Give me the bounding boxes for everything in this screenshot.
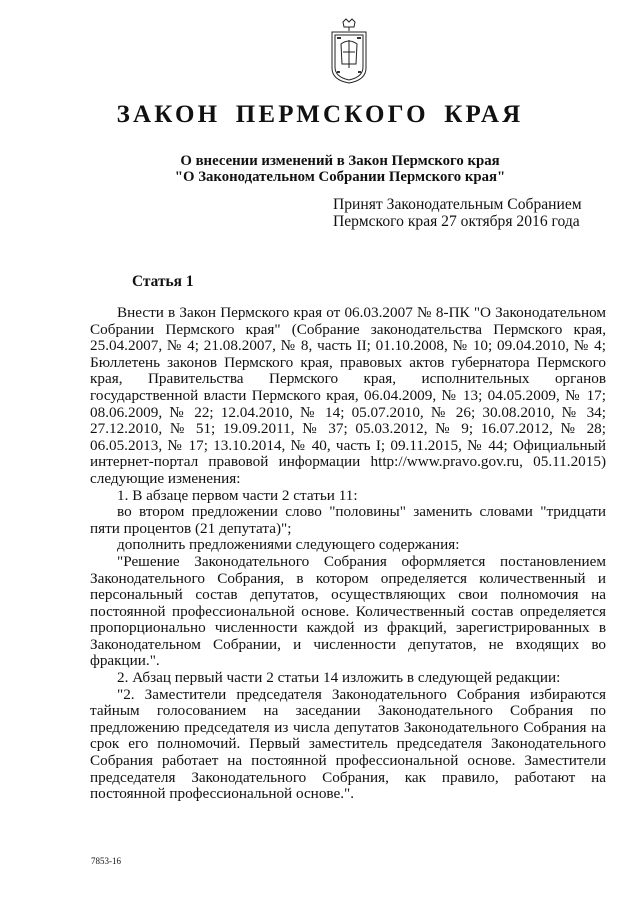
paragraph: 1. В абзаце первом части 2 статьи 11:	[117, 486, 358, 504]
coat-of-arms-icon	[330, 18, 368, 84]
paragraph: Внести в Закон Пермского края от 06.03.2007 № 8-ПК "О Законодательном Собрании Пермского края" (Собрание законодательства Пермского края, 25.04.2007, № 4; 21.08.2007, № 8, часть II; 01.10.2008, № 10; 09.04.2010, № 4; Бюллетень законов Пермского края, правовых актов губернатора Пермского края, Правительства Пермского края, исполнительных органов государственной власти Пермского края, 06.04.2009, № 13; 04.05.2009, № 17; 08.06.2009, № 22; 12.04.2010, № 14; 05.07.2010, № 26; 30.08.2010, № 34; 27.12.2010, № 51; 19.09.2011, № 37; 05.03.2012, № 9; 16.07.2012, № 28; 06.05.2013, № 17; 13.10.2014, № 40, часть I; 09.11.2015, № 44; Официальный интернет-портал правовой информации http://www.pravo.gov.ru, 05.11.2015) следующие изменения:	[90, 304, 606, 487]
subtitle-line-2: "О Законодательном Собрании Пермского края"	[174, 169, 506, 185]
paragraph: "2. Заместители председателя Законодательного Собрания избираются тайным голосованием на заседании Законодательного Собрания по предложению председателя из числа депутатов Законодательного Собрания на срок его полномочий. Первый заместитель председателя Законодательного Собрания работает на постоянной профессиональной основе. Заместители председателя Законодательного Собрания, как правило, работают на постоянной профессиональной основе.".	[90, 685, 606, 803]
adoption-line-1: Принят Законодательным Собранием	[333, 196, 582, 213]
paragraph: "Решение Законодательного Собрания оформляется постановлением Законодательного Собрания, в котором определяется количественный и персональный состав депутатов, осуществляющих свои полномочия на постоянной профессиональной основе. Количественный состав определяется пропорционально численности каждой из фракций, зарегистрированных в Законодательном Собрании, и численности депутатов, не входящих во фракции.".	[90, 552, 606, 670]
article-heading: Статья 1	[132, 273, 194, 290]
law-subtitle	[0, 153, 640, 185]
adoption-note	[333, 197, 582, 230]
subtitle-line-1: О внесении изменений в Закон Пермского края	[180, 153, 500, 169]
paragraph: во втором предложении слово "половины" заменить словами "тридцати пяти процентов (21 депутата)";	[90, 503, 606, 537]
law-title: ЗАКОН ПЕРМСКОГО КРАЯ	[116, 101, 524, 128]
adoption-line-2: Пермского края 27 октября 2016 года	[333, 212, 580, 230]
article-body	[90, 305, 606, 803]
paragraph: дополнить предложениями следующего содержания:	[117, 536, 460, 554]
paragraph: 2. Абзац первый части 2 статьи 14 изложить в следующей редакции:	[117, 669, 561, 687]
document-code: 7853-16	[91, 856, 121, 866]
